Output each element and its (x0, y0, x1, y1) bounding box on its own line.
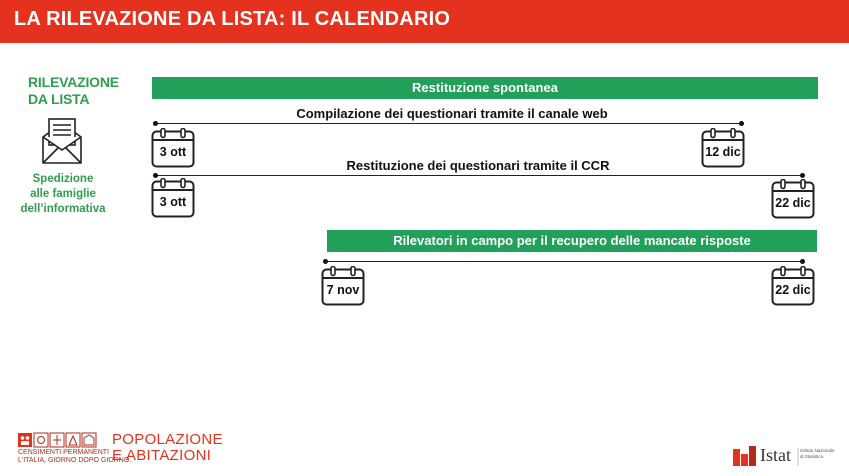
istat-subtitle (800, 448, 835, 459)
censimenti-logo-icon (18, 432, 108, 448)
side-title-line2: DA LISTA (28, 91, 90, 107)
calendar-icon (771, 266, 815, 306)
envelope-icon (41, 117, 83, 165)
side-caption (8, 172, 118, 217)
timeline-1-end-date: 12 dic (705, 145, 741, 159)
calendar-icon (771, 179, 815, 219)
timeline-2-end-date: 22 dic (775, 196, 811, 210)
timeline-3-line (325, 261, 803, 262)
timeline-1-line (155, 123, 742, 124)
istat-wordmark: Istat (760, 445, 791, 465)
timeline-2-end-dot (800, 173, 805, 178)
timeline-1-start-date: 3 ott (159, 145, 187, 159)
timeline-2-start-date: 3 ott (159, 195, 187, 209)
timeline-3-start-dot (323, 259, 328, 264)
timeline-3-end-date: 22 dic (775, 283, 811, 297)
timeline-3-start-date: 7 nov (326, 283, 360, 297)
calendar-icon (151, 178, 195, 218)
census-line2: L'ITALIA, GIORNO DOPO GIORNO. (18, 457, 132, 464)
timeline-1-end-dot (739, 121, 744, 126)
brand-line2: E ABITAZIONI (112, 447, 212, 464)
side-caption-line3: dell’informativa (20, 203, 106, 215)
rilevatori-bar: Rilevatori in campo per il recupero delle mancate risposte (327, 230, 817, 252)
timeline-1-caption: Compilazione dei questionari tramite il canale web (296, 106, 608, 121)
istat-sub-line2: di Statistica (800, 453, 824, 459)
brand-text (112, 432, 223, 464)
restituzione-bar: Restituzione spontanea (152, 77, 818, 99)
timeline-3-end-dot (800, 259, 805, 264)
calendar-icon (321, 266, 365, 306)
side-title-line1: RILEVAZIONE (28, 74, 119, 90)
timeline-2-caption: Restituzione dei questionari tramite il CCR (346, 158, 610, 173)
istat-sub-line1: Istituto Nazionale (800, 448, 835, 453)
brand-line1: POPOLAZIONE (112, 431, 223, 448)
census-line1: CENSIMENTI PERMANENTI (18, 449, 110, 456)
side-title (28, 74, 119, 108)
timeline-2-line (155, 175, 803, 176)
side-caption-line2: alle famiglie (30, 188, 96, 200)
header-bar (0, 0, 849, 43)
timeline-1-start-dot (153, 121, 158, 126)
side-caption-line1: Spedizione (32, 173, 94, 185)
page-title: LA RILEVAZIONE DA LISTA: IL CALENDARIO (14, 8, 451, 30)
